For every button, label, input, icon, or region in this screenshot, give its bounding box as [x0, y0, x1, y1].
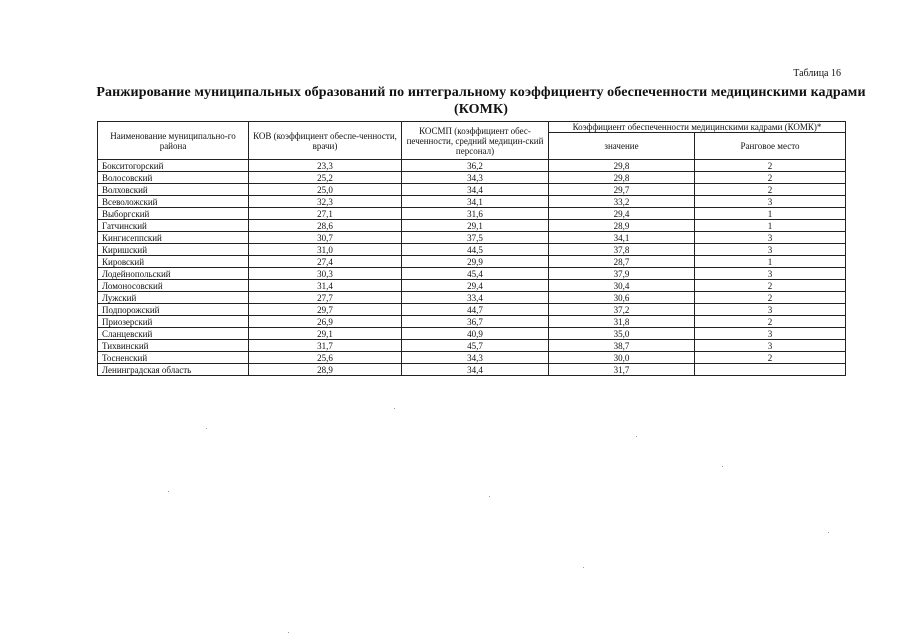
table-row: [98, 184, 846, 196]
cell-rank: 1: [695, 220, 846, 232]
cell-komk-value: 28,7: [549, 256, 695, 268]
cell-kov: 25,2: [249, 172, 402, 184]
cell-rank: 2: [695, 184, 846, 196]
cell-municipality: Лодейнопольский: [98, 268, 249, 280]
table-row: [98, 268, 846, 280]
cell-municipality: Лужский: [98, 292, 249, 304]
cell-kov: 25,0: [249, 184, 402, 196]
cell-rank: [695, 364, 846, 376]
cell-municipality: Сланцевский: [98, 328, 249, 340]
cell-municipality: Кингисеппский: [98, 232, 249, 244]
cell-komk-value: 31,8: [549, 316, 695, 328]
table-row: [98, 220, 846, 232]
cell-rank: 3: [695, 268, 846, 280]
scan-speck: [722, 466, 723, 467]
cell-komk-value: 29,7: [549, 184, 695, 196]
cell-komk-value: 30,6: [549, 292, 695, 304]
cell-rank: 2: [695, 280, 846, 292]
cell-kov: 27,4: [249, 256, 402, 268]
table-number-label: Таблица 16: [793, 68, 841, 79]
table-row: [98, 256, 846, 268]
table-row: [98, 232, 846, 244]
cell-kosmp: 29,1: [402, 220, 549, 232]
cell-komk-value: 35,0: [549, 328, 695, 340]
cell-municipality: Ломоносовский: [98, 280, 249, 292]
cell-rank: 3: [695, 232, 846, 244]
cell-kosmp: 34,3: [402, 172, 549, 184]
cell-komk-value: 38,7: [549, 340, 695, 352]
cell-komk-value: 31,7: [549, 364, 695, 376]
cell-kosmp: 36,7: [402, 316, 549, 328]
cell-kov: 30,3: [249, 268, 402, 280]
table-row: [98, 316, 846, 328]
header-municipality: Наименование муниципально-го района: [98, 122, 249, 160]
cell-municipality: Бокситогорский: [98, 160, 249, 172]
cell-municipality: Ленинградская область: [98, 364, 249, 376]
header-rank: Ранговое место: [695, 133, 846, 160]
cell-kosmp: 40,9: [402, 328, 549, 340]
scan-speck: [636, 436, 637, 437]
cell-rank: 1: [695, 256, 846, 268]
cell-kosmp: 36,2: [402, 160, 549, 172]
cell-kosmp: 33,4: [402, 292, 549, 304]
table-row: [98, 364, 846, 376]
header-kosmp: КОСМП (коэффициент обес-печенности, средний медицин-ский персонал): [402, 122, 549, 160]
header-komk-group: Коэффициент обеспеченности медицинскими кадрами (КОМК)*: [549, 122, 846, 133]
cell-kosmp: 44,7: [402, 304, 549, 316]
cell-kov: 29,7: [249, 304, 402, 316]
page-title: Ранжирование муниципальных образований по интегральному коэффициенту обеспеченности медицинскими кадрами (КОМК): [96, 85, 866, 117]
cell-kosmp: 37,5: [402, 232, 549, 244]
cell-kosmp: 29,4: [402, 280, 549, 292]
cell-kosmp: 34,3: [402, 352, 549, 364]
cell-rank: 3: [695, 196, 846, 208]
table-row: [98, 196, 846, 208]
cell-rank: 3: [695, 328, 846, 340]
cell-komk-value: 30,0: [549, 352, 695, 364]
cell-municipality: Приозерский: [98, 316, 249, 328]
cell-kov: 27,7: [249, 292, 402, 304]
cell-komk-value: 29,8: [549, 172, 695, 184]
cell-kosmp: 45,4: [402, 268, 549, 280]
cell-municipality: Кировский: [98, 256, 249, 268]
cell-komk-value: 33,2: [549, 196, 695, 208]
scan-speck: [168, 491, 169, 492]
table-row: [98, 328, 846, 340]
komk-ranking-table: [97, 121, 846, 376]
table-row: [98, 160, 846, 172]
cell-rank: 2: [695, 316, 846, 328]
table-body: [98, 160, 846, 376]
cell-kov: 27,1: [249, 208, 402, 220]
cell-rank: 2: [695, 352, 846, 364]
cell-kov: 26,9: [249, 316, 402, 328]
scan-speck: [288, 632, 289, 633]
cell-municipality: Всеволожский: [98, 196, 249, 208]
cell-municipality: Киришский: [98, 244, 249, 256]
table-row: [98, 352, 846, 364]
cell-rank: 2: [695, 172, 846, 184]
cell-rank: 2: [695, 292, 846, 304]
cell-rank: 2: [695, 160, 846, 172]
cell-municipality: Тосненский: [98, 352, 249, 364]
cell-municipality: Волховский: [98, 184, 249, 196]
cell-komk-value: 29,8: [549, 160, 695, 172]
header-kov: КОВ (коэффициент обеспе-ченности, врачи): [249, 122, 402, 160]
cell-municipality: Выборгский: [98, 208, 249, 220]
table-row: [98, 244, 846, 256]
cell-kosmp: 44,5: [402, 244, 549, 256]
cell-kov: 31,0: [249, 244, 402, 256]
cell-kov: 32,3: [249, 196, 402, 208]
scan-speck: [583, 567, 584, 568]
cell-kov: 29,1: [249, 328, 402, 340]
cell-kov: 31,4: [249, 280, 402, 292]
scan-speck: [489, 496, 490, 497]
cell-kosmp: 34,4: [402, 364, 549, 376]
table-row: [98, 208, 846, 220]
cell-kov: 28,9: [249, 364, 402, 376]
cell-kov: 25,6: [249, 352, 402, 364]
table-row: [98, 340, 846, 352]
table-row: [98, 280, 846, 292]
cell-kov: 28,6: [249, 220, 402, 232]
cell-rank: 3: [695, 244, 846, 256]
scan-speck: [206, 428, 207, 429]
cell-municipality: Гатчинский: [98, 220, 249, 232]
cell-kosmp: 34,1: [402, 196, 549, 208]
scan-speck: [394, 408, 395, 409]
cell-rank: 1: [695, 208, 846, 220]
cell-komk-value: 37,9: [549, 268, 695, 280]
cell-municipality: Тихвинский: [98, 340, 249, 352]
cell-komk-value: 30,4: [549, 280, 695, 292]
cell-komk-value: 34,1: [549, 232, 695, 244]
cell-kosmp: 29,9: [402, 256, 549, 268]
table-row: [98, 304, 846, 316]
cell-kosmp: 45,7: [402, 340, 549, 352]
cell-rank: 3: [695, 304, 846, 316]
cell-municipality: Подпорожский: [98, 304, 249, 316]
cell-komk-value: 29,4: [549, 208, 695, 220]
cell-komk-value: 28,9: [549, 220, 695, 232]
cell-rank: 3: [695, 340, 846, 352]
cell-kosmp: 34,4: [402, 184, 549, 196]
cell-kov: 23,3: [249, 160, 402, 172]
table-row: [98, 292, 846, 304]
cell-kov: 31,7: [249, 340, 402, 352]
cell-komk-value: 37,2: [549, 304, 695, 316]
table-row: [98, 172, 846, 184]
cell-municipality: Волосовский: [98, 172, 249, 184]
cell-kosmp: 31,6: [402, 208, 549, 220]
cell-kov: 30,7: [249, 232, 402, 244]
header-komk-value: значение: [549, 133, 695, 160]
scan-speck: [828, 532, 829, 533]
cell-komk-value: 37,8: [549, 244, 695, 256]
